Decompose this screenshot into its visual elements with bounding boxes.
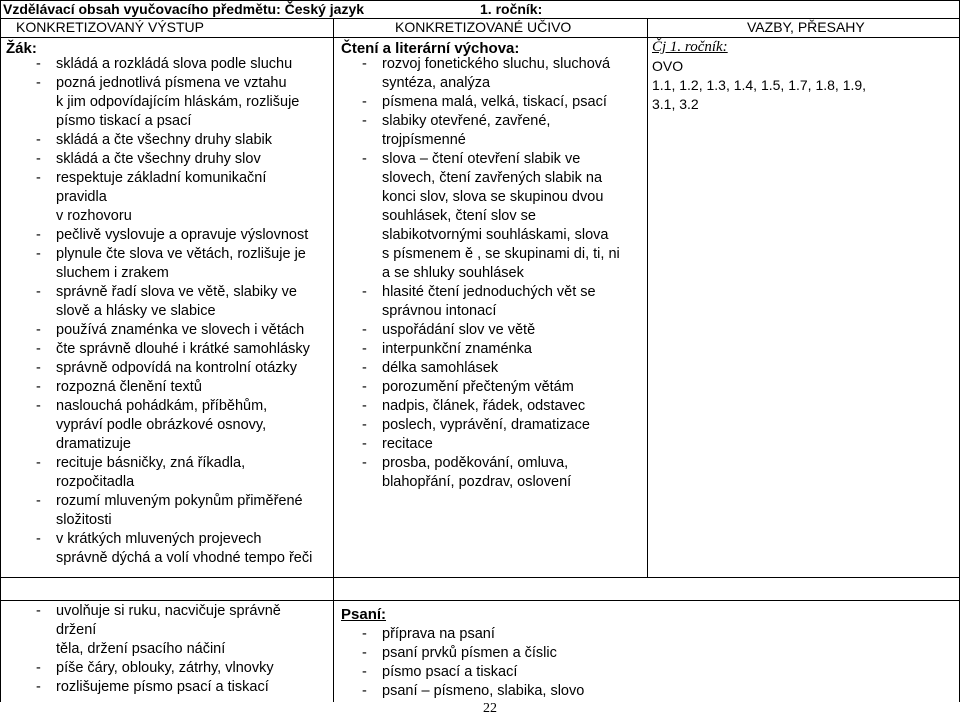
output-text: v rozhovoru: [56, 208, 132, 224]
output-item: [30, 416, 312, 435]
bullet-dash: -: [36, 679, 41, 695]
output-item: [30, 245, 312, 264]
curriculum-text: písmena malá, velká, tiskací, psací: [382, 94, 607, 110]
output-item: [30, 55, 312, 74]
output-text: slově a hlásky ve slabice: [56, 303, 216, 319]
output-text: dramatizuje: [56, 436, 131, 452]
curriculum-text: porozumění přečteným větám: [382, 379, 574, 395]
output-item: [30, 397, 312, 416]
curriculum-item: [356, 302, 620, 321]
writing-curriculum-item: [356, 625, 584, 644]
curriculum-item: [356, 112, 620, 131]
curriculum-text: správnou intonací: [382, 303, 497, 319]
output-item: [30, 492, 312, 511]
subject-title: Vzdělávací obsah vyučovacího předmětu: Český jazyk: [3, 1, 365, 17]
table-border-left: [0, 0, 1, 702]
writing-output-text: uvolňuje si ruku, nacvičuje správně: [56, 603, 281, 619]
output-text: v krátkých mluvených projevech: [56, 531, 262, 547]
output-text: správně dýchá a volí vhodné tempo řeči: [56, 550, 313, 566]
curriculum-item: [356, 55, 620, 74]
output-item: [30, 188, 312, 207]
output-item: [30, 264, 312, 283]
curriculum-list: [356, 55, 620, 492]
output-item: [30, 340, 312, 359]
column-divider-1: [333, 18, 334, 702]
output-text: správně odpovídá na kontrolní otázky: [56, 360, 298, 376]
bullet-dash: -: [362, 455, 367, 471]
bullet-dash: -: [36, 660, 41, 676]
output-text: k jim odpovídajícím hláskám, rozlišuje: [56, 94, 300, 110]
curriculum-item: [356, 226, 620, 245]
curriculum-text: slabiky otevřené, zavřené,: [382, 113, 551, 129]
output-text: respektuje základní komunikační: [56, 170, 267, 186]
writing-heading: Psaní:: [341, 606, 387, 623]
column-header-outputs: KONKRETIZOVANÝ VÝSTUP: [16, 19, 204, 35]
output-item: [30, 378, 312, 397]
bullet-dash: -: [36, 284, 41, 300]
bullet-dash: -: [36, 170, 41, 186]
curriculum-text: nadpis, článek, řádek, odstavec: [382, 398, 586, 414]
curriculum-item: [356, 264, 620, 283]
table-rule-3: [0, 577, 960, 578]
writing-curriculum-text: písmo psací a tiskací: [382, 664, 518, 680]
curriculum-item: [356, 340, 620, 359]
writing-output-text: držení: [56, 622, 97, 638]
curriculum-item: [356, 188, 620, 207]
output-text: skládá a čte všechny druhy slov: [56, 151, 261, 167]
curriculum-item: [356, 93, 620, 112]
bullet-dash: -: [362, 417, 367, 433]
links-list: [652, 57, 866, 114]
curriculum-text: a se shluky souhlásek: [382, 265, 524, 281]
bullet-dash: -: [36, 75, 41, 91]
bullet-dash: -: [36, 455, 41, 471]
output-text: vypráví podle obrázkové osnovy,: [56, 417, 267, 433]
writing-curriculum-item: [356, 663, 584, 682]
output-text: sluchem i zrakem: [56, 265, 169, 281]
writing-curriculum-text: příprava na psaní: [382, 626, 495, 642]
links-line: OVO: [652, 58, 684, 74]
curriculum-item: [356, 245, 620, 264]
pupil-heading: Žák:: [6, 40, 37, 57]
column-header-curriculum: KONKRETIZOVANÉ UČIVO: [395, 19, 572, 35]
output-item: [30, 359, 312, 378]
output-text: plynule čte slova ve větách, rozlišuje je: [56, 246, 306, 262]
bullet-dash: -: [36, 398, 41, 414]
curriculum-item: [356, 359, 620, 378]
outputs-list: [30, 55, 312, 568]
bullet-dash: -: [36, 132, 41, 148]
curriculum-item: [356, 397, 620, 416]
output-text: používá znaménka ve slovech i větách: [56, 322, 305, 338]
output-item: [30, 283, 312, 302]
bullet-dash: -: [362, 645, 367, 661]
curriculum-text: slovech, čtení zavřených slabik na: [382, 170, 603, 186]
curriculum-item: [356, 378, 620, 397]
curriculum-text: s písmenem ě , se skupinami di, ti, ni: [382, 246, 620, 262]
curriculum-text: syntéza, analýza: [382, 75, 491, 91]
curriculum-item: [356, 416, 620, 435]
curriculum-text: délka samohlásek: [382, 360, 499, 376]
bullet-dash: -: [362, 113, 367, 129]
output-item: [30, 74, 312, 93]
writing-output-item: [30, 640, 281, 659]
output-text: pečlivě vyslovuje a opravuje výslovnost: [56, 227, 309, 243]
reading-heading: Čtení a literární výchova:: [341, 40, 520, 57]
writing-output-item: [30, 621, 281, 640]
bullet-dash: -: [362, 683, 367, 699]
links-heading: Čj 1. ročník:: [652, 39, 728, 55]
bullet-dash: -: [36, 603, 41, 619]
bullet-dash: -: [362, 56, 367, 72]
bullet-dash: -: [362, 436, 367, 452]
output-text: čte správně dlouhé i krátké samohlásky: [56, 341, 310, 357]
bullet-dash: -: [36, 246, 41, 262]
curriculum-text: rozvoj fonetického sluchu, sluchová: [382, 56, 611, 72]
curriculum-text: uspořádání slov ve větě: [382, 322, 536, 338]
output-text: pravidla: [56, 189, 107, 205]
bullet-dash: -: [36, 151, 41, 167]
curriculum-text: poslech, vyprávění, dramatizace: [382, 417, 590, 433]
curriculum-item: [356, 150, 620, 169]
curriculum-item: [356, 473, 620, 492]
output-text: rozpočitadla: [56, 474, 135, 490]
bullet-dash: -: [36, 360, 41, 376]
output-item: [30, 530, 312, 549]
output-item: [30, 302, 312, 321]
curriculum-item: [356, 321, 620, 340]
output-text: recituje básničky, zná říkadla,: [56, 455, 246, 471]
writing-curriculum-text: psaní prvků písmen a číslic: [382, 645, 557, 661]
curriculum-text: recitace: [382, 436, 433, 452]
writing-output-item: [30, 659, 281, 678]
output-text: skládá a rozkládá slova podle sluchu: [56, 56, 293, 72]
output-item: [30, 511, 312, 530]
curriculum-item: [356, 74, 620, 93]
bullet-dash: -: [362, 398, 367, 414]
output-item: [30, 112, 312, 131]
curriculum-text: konci slov, slova se skupinou dvou: [382, 189, 604, 205]
output-text: rozumí mluveným pokynům přiměřené: [56, 493, 303, 509]
writing-curriculum-text: psaní – písmeno, slabika, slovo: [382, 683, 585, 699]
bullet-dash: -: [362, 322, 367, 338]
writing-output-text: těla, držení psacího náčiní: [56, 641, 226, 657]
bullet-dash: -: [362, 341, 367, 357]
output-item: [30, 549, 312, 568]
curriculum-text: souhlásek, čtení slov se: [382, 208, 536, 224]
curriculum-text: interpunkční znaménka: [382, 341, 532, 357]
links-line: 1.1, 1.2, 1.3, 1.4, 1.5, 1.7, 1.8, 1.9,: [652, 77, 867, 93]
output-text: naslouchá pohádkám, příběhům,: [56, 398, 268, 414]
output-item: [30, 473, 312, 492]
output-item: [30, 454, 312, 473]
column-divider-2: [647, 18, 648, 578]
output-text: pozná jednotlivá písmena ve vztahu: [56, 75, 287, 91]
bullet-dash: -: [36, 531, 41, 547]
page-number: 22: [483, 701, 497, 716]
writing-output-text: rozlišujeme písmo psací a tiskací: [56, 679, 269, 695]
writing-output-text: píše čáry, oblouky, zátrhy, vlnovky: [56, 660, 274, 676]
bullet-dash: -: [36, 56, 41, 72]
output-text: skládá a čte všechny druhy slabik: [56, 132, 272, 148]
bullet-dash: -: [362, 284, 367, 300]
bullet-dash: -: [36, 379, 41, 395]
bullet-dash: -: [362, 360, 367, 376]
writing-output-item: [30, 602, 281, 621]
curriculum-item: [356, 169, 620, 188]
curriculum-item: [356, 283, 620, 302]
curriculum-text: trojpísmenné: [382, 132, 466, 148]
curriculum-text: slabikotvornými souhláskami, slova: [382, 227, 609, 243]
output-item: [30, 93, 312, 112]
output-item: [30, 226, 312, 245]
curriculum-item: [356, 454, 620, 473]
column-header-links: VAZBY, PŘESAHY: [747, 19, 865, 35]
writing-curriculum-item: [356, 682, 584, 701]
bullet-dash: -: [362, 94, 367, 110]
bullet-dash: -: [362, 151, 367, 167]
bullet-dash: -: [36, 341, 41, 357]
output-item: [30, 150, 312, 169]
bullet-dash: -: [36, 493, 41, 509]
links-line: 3.1, 3.2: [652, 96, 699, 112]
curriculum-item: [356, 131, 620, 150]
curriculum-item: [356, 207, 620, 226]
output-text: správně řadí slova ve větě, slabiky ve: [56, 284, 297, 300]
output-item: [30, 321, 312, 340]
output-item: [30, 435, 312, 454]
writing-curriculum-list: [356, 625, 584, 701]
bullet-dash: -: [362, 379, 367, 395]
table-rule-2: [0, 37, 960, 38]
table-rule-4: [0, 600, 960, 601]
output-item: [30, 131, 312, 150]
curriculum-text: hlasité čtení jednoduchých vět se: [382, 284, 596, 300]
output-item: [30, 169, 312, 188]
grade-title: 1. ročník:: [480, 1, 543, 17]
bullet-dash: -: [36, 227, 41, 243]
output-text: rozpozná členění textů: [56, 379, 202, 395]
bullet-dash: -: [36, 322, 41, 338]
curriculum-text: slova – čtení otevření slabik ve: [382, 151, 581, 167]
bullet-dash: -: [362, 664, 367, 680]
writing-outputs-list: [30, 602, 281, 697]
output-text: složitosti: [56, 512, 112, 528]
output-item: [30, 207, 312, 226]
writing-curriculum-item: [356, 644, 584, 663]
writing-output-item: [30, 678, 281, 697]
curriculum-item: [356, 435, 620, 454]
curriculum-text: prosba, poděkování, omluva,: [382, 455, 569, 471]
bullet-dash: -: [362, 626, 367, 642]
curriculum-text: blahopřání, pozdrav, oslovení: [382, 474, 572, 490]
output-text: písmo tiskací a psací: [56, 113, 192, 129]
